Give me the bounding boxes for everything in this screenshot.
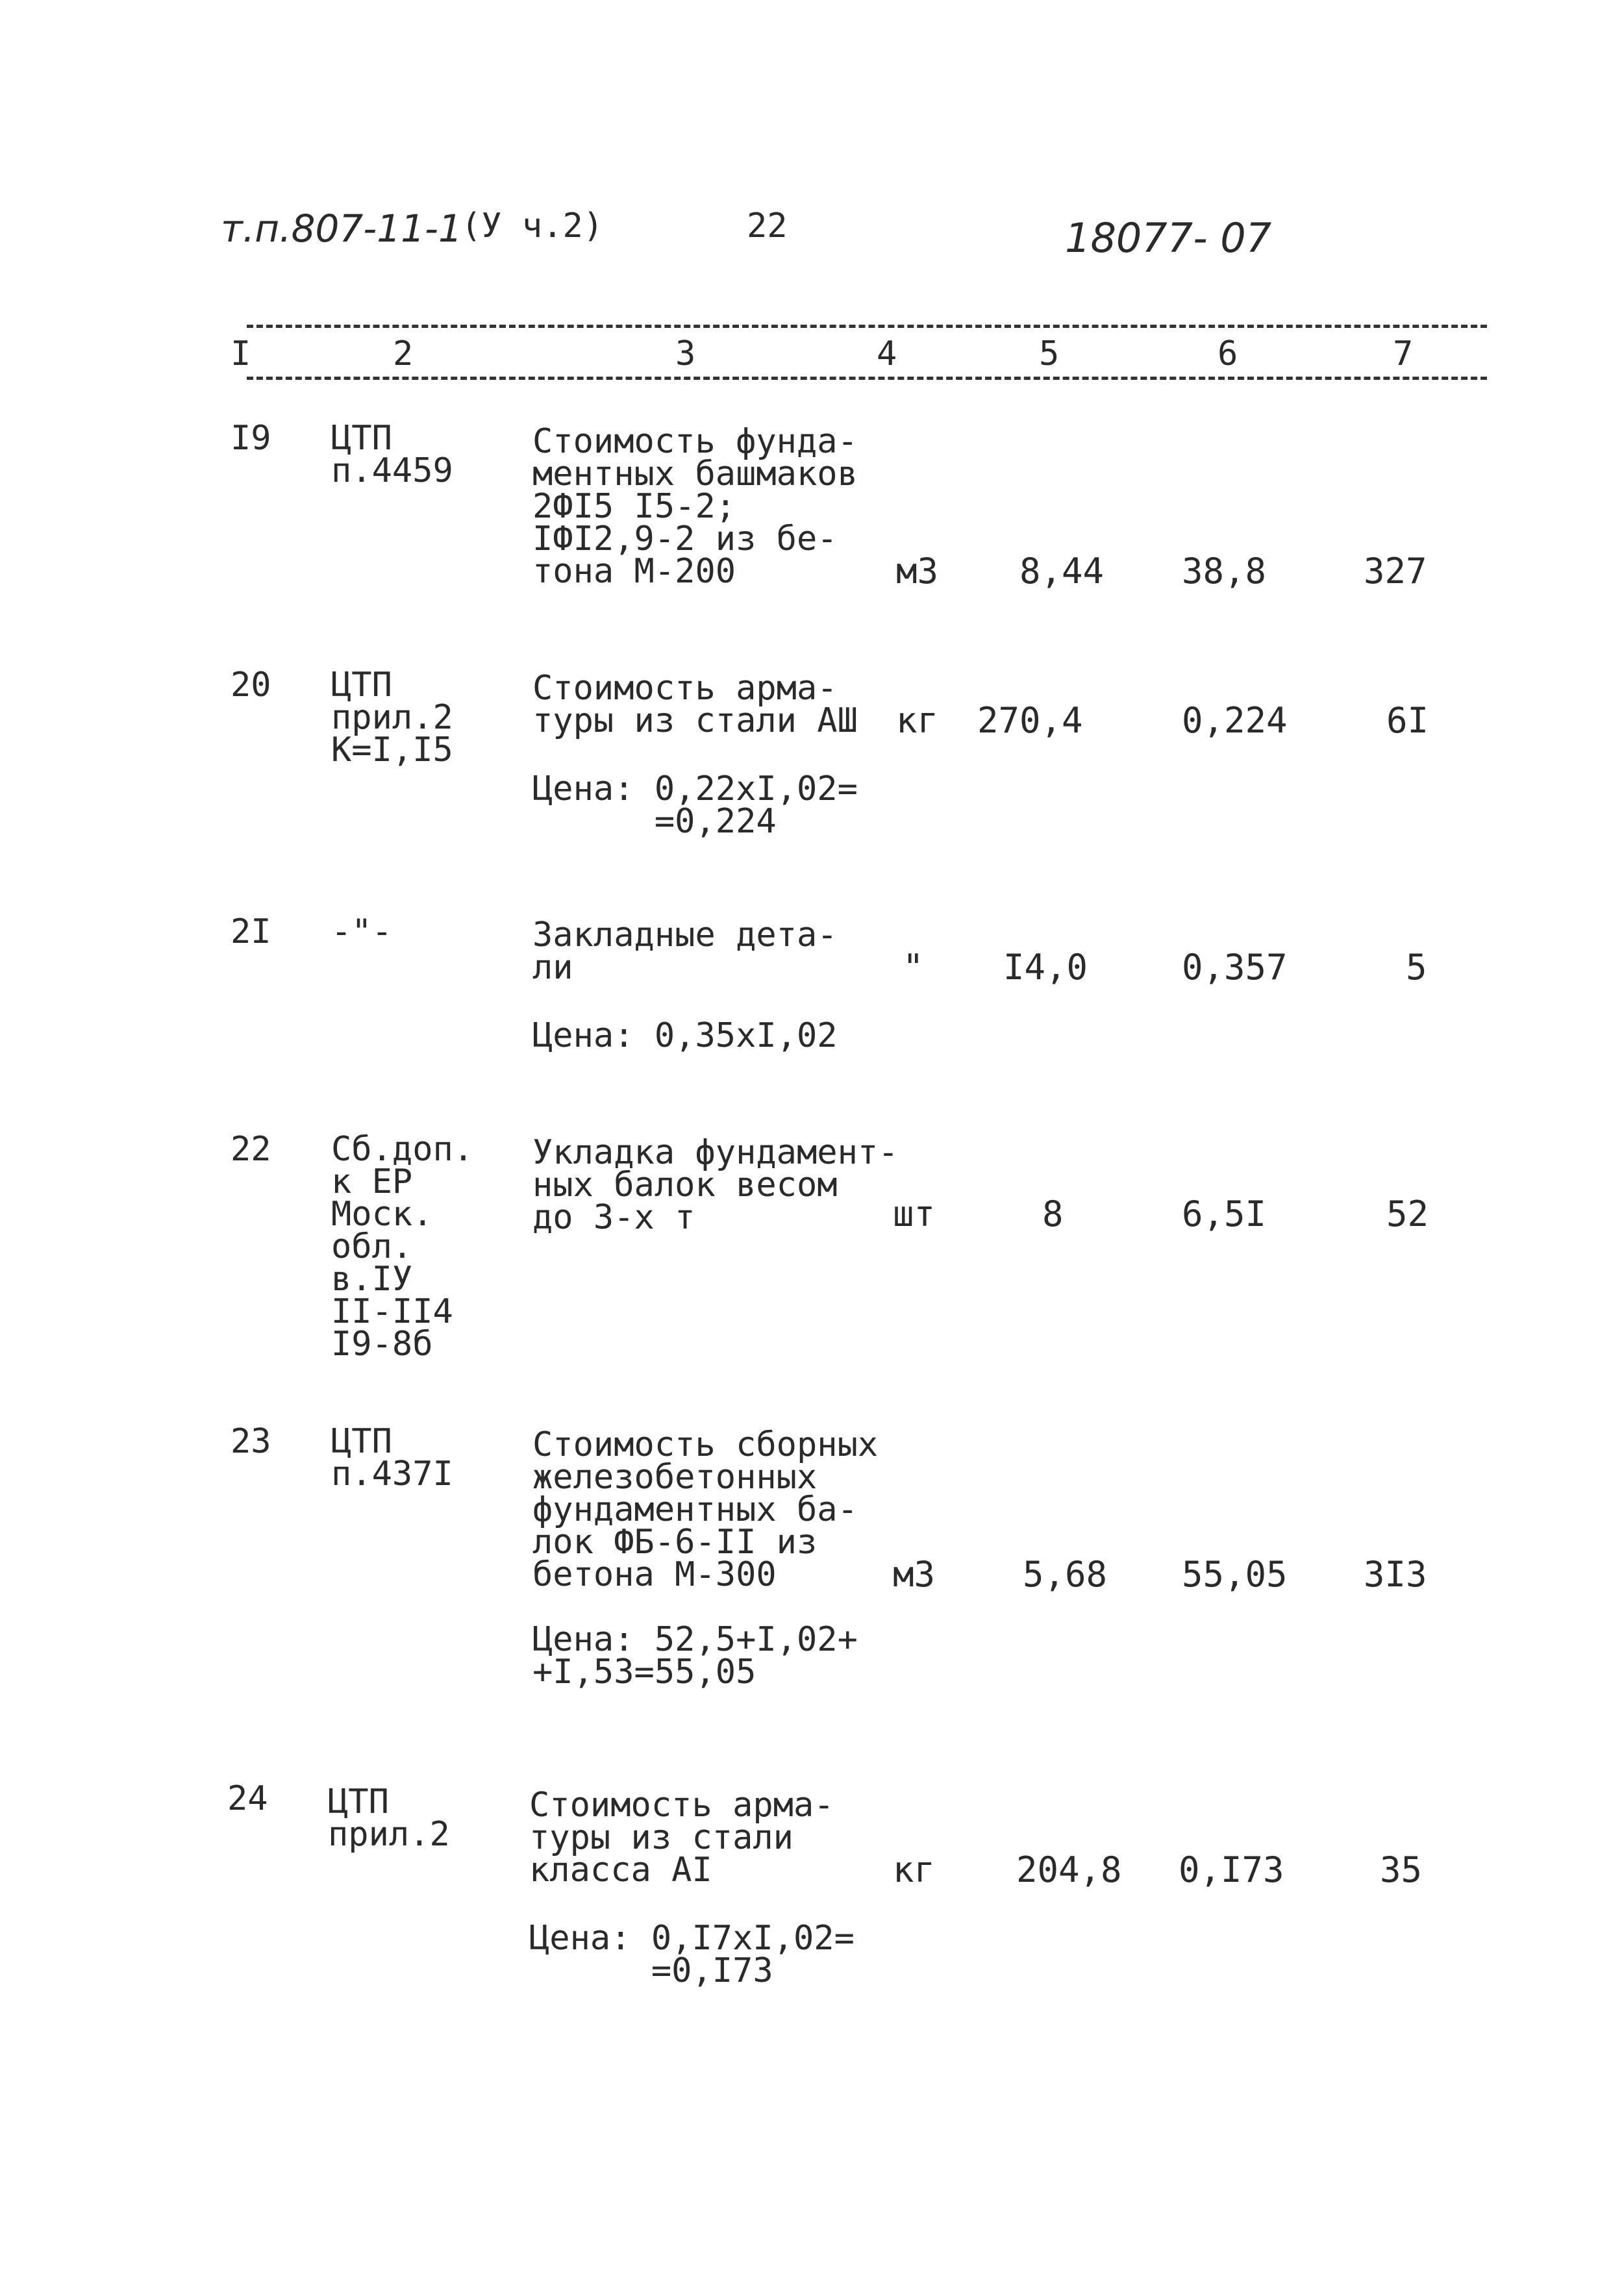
document-reference: т.п.807-11-1 (221, 206, 462, 251)
handwritten-stamp: 18077- 07 (1065, 214, 1272, 262)
row-quantity: 8 (1042, 1193, 1064, 1234)
page-number: 22 (747, 206, 788, 245)
row-description: Стоимость сборных железобетонных фундаментных ба- лок ФБ-6-II из бетона М-300 (532, 1425, 879, 1594)
row-total: 5 (1406, 947, 1427, 988)
row-total: 52 (1386, 1193, 1429, 1234)
row-total: 6I (1386, 700, 1429, 741)
row-quantity: 204,8 (1016, 1849, 1122, 1890)
row-unit-price: 6,5I (1182, 1193, 1267, 1234)
column-header-2: 2 (393, 334, 414, 373)
row-quantity: 270,4 (977, 700, 1083, 741)
row-number: 2I (231, 912, 271, 951)
row-quantity: 8,44 (1019, 551, 1105, 592)
row-unit-price: 38,8 (1182, 551, 1267, 592)
row-price-note: Цена: 0,35хI,02 (532, 1016, 838, 1055)
row-number: I9 (231, 419, 271, 458)
column-header-1: I (231, 334, 251, 373)
row-description: Укладка фундамент- ных балок весом до 3-х т (532, 1133, 899, 1237)
column-header-3: 3 (675, 334, 696, 373)
row-price-note: Цена: 0,I7хI,02= =0,I73 (529, 1919, 855, 1990)
bottom-dashed-rule (247, 377, 1487, 380)
column-header-5: 5 (1039, 334, 1060, 373)
row-source: ЦТП п.437I (331, 1422, 453, 1493)
row-number: 24 (227, 1779, 268, 1818)
row-description: Стоимость арма- туры из стали АШ (532, 669, 858, 740)
row-source: -"- (331, 912, 392, 951)
row-description: Закладные дета- ли (532, 916, 838, 987)
row-quantity: 5,68 (1023, 1554, 1108, 1595)
row-number: 22 (231, 1130, 271, 1169)
row-number: 23 (231, 1422, 271, 1461)
row-total: 35 (1380, 1849, 1423, 1890)
row-unit: " (903, 947, 924, 988)
column-header-4: 4 (877, 334, 897, 373)
row-unit: м3 (896, 551, 939, 592)
row-unit-price: 55,05 (1182, 1554, 1288, 1595)
row-total: 3I3 (1364, 1554, 1427, 1595)
row-price-note: Цена: 0,22хI,02= =0,224 (532, 769, 858, 841)
row-unit-price: 0,I73 (1179, 1849, 1284, 1890)
row-source: Сб.доп. к ЕР Моск. обл. в.IУ II-II4 I9-8б (331, 1130, 474, 1364)
row-description: Стоимость арма- туры из стали класса АI (529, 1786, 834, 1890)
row-unit: шт (893, 1193, 936, 1234)
row-unit-price: 0,357 (1182, 947, 1288, 988)
row-source: ЦТП прил.2 (328, 1782, 450, 1854)
row-total: 327 (1364, 551, 1427, 592)
document-part: (У ч.2) (461, 206, 604, 245)
row-price-note: Цена: 52,5+I,02+ +I,53=55,05 (532, 1620, 858, 1692)
row-description: Стоимость фунда- ментных башмаков 2ФI5 I5-2; IФI2,9-2 из бе- тона М-200 (532, 422, 858, 591)
row-source: ЦТП п.4459 (331, 419, 453, 490)
top-dashed-rule (247, 325, 1487, 328)
row-unit: кг (893, 1849, 936, 1890)
row-unit-price: 0,224 (1182, 700, 1288, 741)
column-header-7: 7 (1393, 334, 1414, 373)
row-quantity: I4,0 (1003, 947, 1088, 988)
row-unit: кг (896, 700, 939, 741)
row-number: 20 (231, 666, 271, 705)
row-unit: м3 (893, 1554, 936, 1595)
row-source: ЦТП прил.2 К=I,I5 (331, 666, 453, 769)
column-header-6: 6 (1218, 334, 1238, 373)
